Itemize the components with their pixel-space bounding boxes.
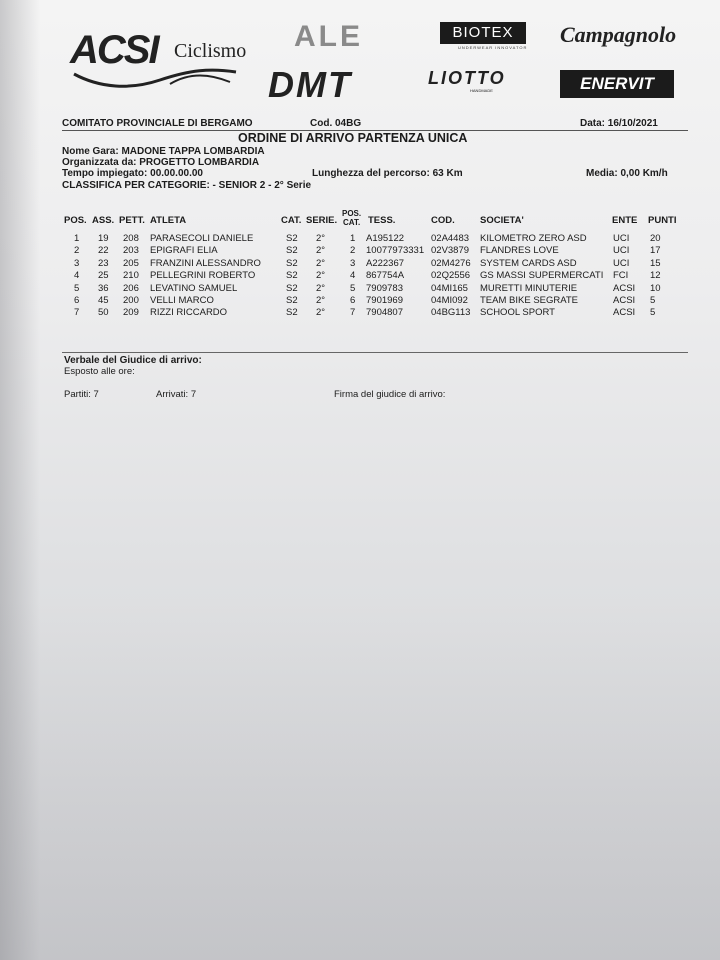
cell-atleta: RIZZI RICCARDO — [150, 307, 228, 319]
cell-serie: 2° — [316, 257, 326, 269]
cell-societa: SCHOOL SPORT — [480, 307, 555, 319]
cell-atleta: FRANZINI ALESSANDRO — [150, 257, 261, 269]
cell-ente: ACSI — [613, 295, 636, 306]
cell-atleta: LEVATINO SAMUEL — [150, 282, 238, 294]
table-row — [0, 295, 720, 308]
cell-cod: 02M4276 — [431, 257, 471, 269]
col-ente: ENTE — [612, 215, 638, 226]
cell-serie: 2° — [316, 245, 326, 257]
cell-tess: 7901969 — [366, 295, 403, 306]
col-punti: PUNTI — [648, 215, 677, 226]
col-pos: POS. — [64, 215, 87, 226]
cell-poscat: 4 — [350, 270, 356, 282]
liotto-logo: LIOTTO — [428, 68, 506, 88]
cell-punti: 5 — [650, 295, 656, 306]
cell-pett: 210 — [123, 270, 139, 282]
cell-pett: 200 — [123, 295, 139, 306]
col-ass: ASS. — [92, 215, 115, 226]
col-poscat-1: POS. — [342, 209, 362, 218]
committee-name: COMITATO PROVINCIALE DI BERGAMO — [62, 118, 253, 129]
acsi-swoosh-icon — [70, 64, 240, 90]
course-length: Lunghezza del percorso: 63 Km — [312, 168, 463, 179]
firma-label: Firma del giudice di arrivo: — [334, 389, 446, 400]
cell-pett: 208 — [123, 233, 139, 244]
col-pett: PETT. — [119, 215, 145, 226]
cell-punti: 5 — [650, 307, 656, 319]
cell-pett: 203 — [123, 245, 139, 257]
cell-punti: 20 — [650, 233, 661, 244]
verbale-label: Verbale del Giudice di arrivo: — [64, 355, 202, 366]
cell-cat: S2 — [286, 307, 298, 319]
cell-ass: 22 — [98, 245, 109, 257]
cell-pos: 4 — [74, 270, 80, 282]
cell-ente: FCI — [613, 270, 629, 282]
cell-societa: MURETTI MINUTERIE — [480, 282, 578, 294]
cell-tess: 867754A — [366, 270, 405, 282]
category-label: CLASSIFICA PER CATEGORIE: - SENIOR 2 - 2° Serie — [62, 180, 312, 191]
race-name: Nome Gara: MADONE TAPPA LOMBARDIA — [62, 146, 265, 157]
cell-poscat: 6 — [350, 295, 356, 306]
cell-tess: 7909783 — [366, 282, 403, 294]
cell-atleta: VELLI MARCO — [150, 295, 214, 306]
cell-pos: 7 — [74, 307, 80, 319]
cell-cat: S2 — [286, 233, 298, 244]
cell-serie: 2° — [316, 270, 326, 282]
cell-atleta: EPIGRAFI ELIA — [150, 245, 218, 257]
cell-ass: 36 — [98, 282, 109, 294]
col-serie: SERIE. — [306, 215, 338, 226]
cell-ass: 50 — [98, 307, 109, 319]
cell-cat: S2 — [286, 282, 298, 294]
cell-pos: 2 — [74, 245, 80, 257]
cell-societa: GS MASSI SUPERMERCATI — [480, 270, 604, 282]
table-row — [0, 245, 720, 258]
cell-cod: 02A4483 — [431, 233, 470, 244]
cell-pos: 3 — [74, 257, 80, 269]
organizer: Organizzata da: PROGETTO LOMBARDIA — [62, 157, 260, 168]
cell-ass: 45 — [98, 295, 109, 306]
cell-atleta: PARASECOLI DANIELE — [150, 233, 254, 244]
cell-cod: 04BG113 — [431, 307, 471, 319]
cell-tess: 10077973331 — [366, 245, 425, 257]
cell-poscat: 1 — [350, 233, 356, 244]
table-row — [0, 258, 720, 271]
cell-serie: 2° — [316, 282, 326, 294]
cell-tess: 7904807 — [366, 307, 403, 319]
cell-poscat: 5 — [350, 282, 356, 294]
cell-ente: UCI — [613, 233, 630, 244]
cell-atleta: PELLEGRINI ROBERTO — [150, 270, 256, 282]
cell-pett: 205 — [123, 257, 139, 269]
cell-cod: 04MI165 — [431, 282, 468, 294]
cell-pett: 209 — [123, 307, 139, 319]
cell-ass: 19 — [98, 233, 109, 244]
cell-poscat: 3 — [350, 257, 356, 269]
table-row — [0, 233, 720, 246]
cell-ente: ACSI — [613, 282, 636, 294]
col-atleta: ATLETA — [150, 215, 187, 226]
cell-poscat: 7 — [350, 307, 356, 319]
cell-punti: 12 — [650, 270, 661, 282]
cell-pett: 206 — [123, 282, 139, 294]
table-row — [0, 270, 720, 283]
page-title: ORDINE DI ARRIVO PARTENZA UNICA — [238, 131, 468, 145]
cell-societa: TEAM BIKE SEGRATE — [480, 295, 579, 306]
cell-pos: 1 — [74, 233, 80, 244]
average-speed: Media: 0,00 Km/h — [586, 168, 668, 179]
ale-logo: ALE — [294, 20, 363, 53]
table-row — [0, 283, 720, 296]
cell-societa: SYSTEM CARDS ASD — [480, 257, 577, 269]
cell-serie: 2° — [316, 307, 326, 319]
cell-pos: 5 — [74, 282, 80, 294]
cell-poscat: 2 — [350, 245, 356, 257]
cell-punti: 17 — [650, 245, 661, 257]
col-tess: TESS. — [368, 215, 396, 226]
page-shadow-bottom — [0, 600, 720, 960]
cell-societa: KILOMETRO ZERO ASD — [480, 233, 587, 244]
race-date: Data: 16/10/2021 — [580, 118, 658, 129]
esposto-label: Esposto alle ore: — [64, 366, 135, 377]
biotex-logo: BIOTEX — [440, 22, 526, 44]
col-cod: COD. — [431, 215, 455, 226]
cell-cat: S2 — [286, 245, 298, 257]
cell-ente: ACSI — [613, 307, 636, 319]
partiti-count: Partiti: 7 — [64, 389, 99, 400]
cell-societa: FLANDRES LOVE — [480, 245, 559, 257]
dmt-logo: DMT — [268, 64, 352, 105]
enervit-logo: ENERVIT — [560, 70, 674, 98]
acsi-logo: ACSI Ciclismo — [70, 28, 240, 90]
biotex-tagline: UNDERWEAR INNOVATOR — [458, 45, 528, 50]
liotto-tagline: HANDMADE — [470, 88, 493, 93]
cell-tess: A222367 — [366, 257, 405, 269]
col-cat: CAT. — [281, 215, 302, 226]
cell-ass: 25 — [98, 270, 109, 282]
cell-ente: UCI — [613, 257, 630, 269]
cell-ass: 23 — [98, 257, 109, 269]
cell-ente: UCI — [613, 245, 630, 257]
cell-serie: 2° — [316, 295, 326, 306]
cell-pos: 6 — [74, 295, 80, 306]
time-taken: Tempo impiegato: 00.00.00.00 — [62, 168, 203, 179]
cell-cod: 04MI092 — [431, 295, 468, 306]
col-societa: SOCIETA' — [480, 215, 524, 226]
cell-cat: S2 — [286, 257, 298, 269]
race-code: Cod. 04BG — [310, 118, 362, 129]
cell-serie: 2° — [316, 233, 326, 244]
cell-punti: 15 — [650, 257, 661, 269]
cell-tess: A195122 — [366, 233, 405, 244]
cell-punti: 10 — [650, 282, 661, 294]
footer-rule — [62, 352, 688, 353]
cell-cat: S2 — [286, 295, 298, 306]
cell-cod: 02Q2556 — [431, 270, 471, 282]
table-row — [0, 307, 720, 320]
cell-cod: 02V3879 — [431, 245, 470, 257]
cell-cat: S2 — [286, 270, 298, 282]
col-poscat-2: CAT. — [343, 218, 361, 227]
campagnolo-logo: Campagnolo — [560, 22, 677, 47]
arrivati-count: Arrivati: 7 — [156, 389, 197, 400]
